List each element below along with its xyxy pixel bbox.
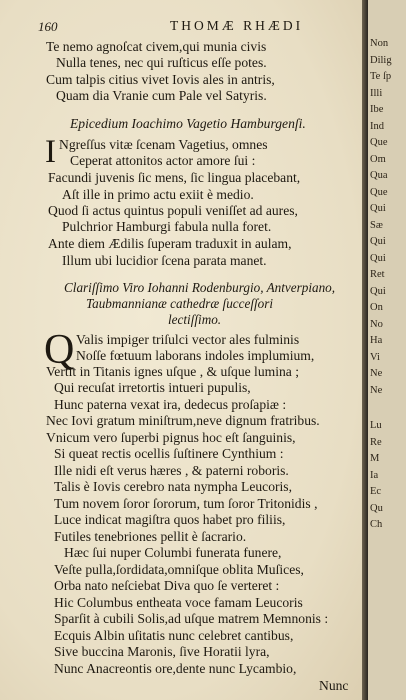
poem-title: Taubmannianæ cathedræ ſucceſſori (86, 296, 274, 311)
drop-capital: Q (44, 327, 75, 373)
facing-page-fragment: Vi (370, 352, 380, 363)
verse-line: Sparſit à cubili Solis,ad uſque matrem Memnonis : (54, 611, 329, 626)
facing-page-fragment: Lu (370, 420, 382, 431)
facing-page-fragment: Te ſp (370, 71, 392, 82)
facing-page-fragment: Qu (370, 503, 383, 514)
facing-page-fragment: Ne (370, 368, 383, 379)
verse-line: Tum novem ſoror ſororum, tum ſoror Tritonidis , (54, 496, 318, 511)
drop-capital: I (45, 134, 56, 170)
facing-page-fragment: Re (370, 437, 382, 448)
facing-page-fragment: No (370, 319, 383, 330)
poem-title: Clariſſimo Viro Iohanni Rodenburgio, Antverpiano, (64, 280, 336, 295)
facing-page-fragment: Sæ (370, 220, 383, 231)
facing-page-fragment: Ind (370, 121, 384, 132)
running-head: THOMÆ RHÆDI (170, 18, 304, 33)
verse-line: Si queat rectis ocellis ſuſtinere Cynthium : (54, 446, 284, 461)
verse-line: Nec Iovi gratum miniſtrum,neve dignum fratribus. (46, 413, 320, 428)
facing-page-fragment: Que (370, 187, 388, 198)
verse-line: Ngreſſus vitæ ſcenam Vagetius, omnes (59, 137, 268, 152)
catchword: Nunc (319, 678, 349, 693)
verse-line: Te nemo agnoſcat civem,qui munia civis (46, 39, 267, 54)
verse-line: Luce indicat magiſtra quos habet pro filiis, (54, 512, 286, 527)
verse-line: Quam dia Vranie cum Pale vel Satyris. (56, 88, 267, 103)
poem-title: lectiſſimo. (168, 312, 222, 327)
facing-page-fragment: Qui (370, 236, 386, 247)
facing-page-fragment: Qui (370, 286, 386, 297)
facing-page-fragment: Que (370, 137, 388, 148)
verse-line: Ante diem Ædilis ſuperam traduxit in aulam, (48, 236, 292, 251)
facing-page-fragment: Ibe (370, 104, 384, 115)
verse-line: Aſt ille in primo actu exiit è medio. (62, 187, 254, 202)
verse-line: Talis è Iovis cerebro nata nympha Leucoris, (54, 479, 292, 494)
poem-title: Epicedium Ioachimo Vagetio Hamburgenſi. (70, 116, 306, 131)
facing-page-fragment: Ne (370, 385, 383, 396)
facing-page-fragment: Qua (370, 170, 388, 181)
facing-page-fragment: Qui (370, 253, 386, 264)
verse-line: Qui recuſat irretortis intueri pupulis, (54, 380, 251, 395)
facing-page-fragment: Ia (370, 470, 379, 481)
facing-page-fragment: On (370, 302, 383, 313)
verse-line: Ille nidi eſt verus hæres , & paterni roboris. (54, 463, 289, 478)
verse-line: Nunc Anacreontis ore,dente nunc Lycambio, (54, 661, 297, 676)
verse-line: Futiles tenebriones pellit è ſacrario. (54, 529, 247, 544)
verse-line: Vertit in Titanis ignes uſque , & uſque lumina ; (46, 364, 299, 379)
verse-line: Noſſe fœtuum laborans indoles implumium, (76, 348, 315, 363)
facing-page-fragment: M (370, 453, 380, 464)
verse-line: Cum talpis citius vivet Iovis ales in antris, (46, 72, 275, 87)
facing-page-fragment: Ch (370, 519, 383, 530)
verse-line: Facundi juvenis ſic mens, ſic lingua placebant, (48, 170, 301, 185)
verse-line: Hæc ſui nuper Columbi funerata funere, (64, 545, 282, 560)
verse-line: Valis impiger triſulci vector ales fulminis (76, 332, 300, 347)
verse-line: Illum ubi lucidior ſcena parata manet. (62, 253, 267, 268)
verse-line: Pulchrior Hamburgi fabula nulla foret. (62, 219, 272, 234)
verse-line: Hunc paterna vexat ira, dedecus proſapiæ : (54, 397, 287, 412)
facing-page-fragment: Ec (370, 486, 382, 497)
verse-line: Sive buccina Maronis, ſive Horatii lyra, (54, 644, 270, 659)
verse-line: Orba nato neſciebat Diva quo ſe verteret : (54, 578, 280, 593)
facing-page-fragment: Dilig (370, 55, 392, 66)
verse-line: Hic Columbus entheata voce famam Leucoris (54, 595, 303, 610)
verse-line: Vnicum vero ſuperbi pignus hoc eſt ſanguinis, (46, 430, 296, 445)
verse-line: Veſte pulla,ſordidata,omniſque oblita Muſices, (54, 562, 304, 577)
facing-page-fragment: Illi (370, 88, 383, 99)
verse-line: Nulla tenes, nec qui ruſticus eſſe potes. (56, 55, 267, 70)
facing-page-fragment: Ret (370, 269, 385, 280)
page-number: 160 (38, 19, 58, 34)
facing-page-fragment: Non (370, 38, 389, 49)
verse-line: Ceperat attonitos actor amore ſui : (70, 153, 256, 168)
facing-page-fragment: Om (370, 154, 386, 165)
facing-page-edge (368, 0, 406, 700)
verse-line: Ecquis Albin uſitatis nunc celebret cantibus, (54, 628, 294, 643)
verse-line: Quod ſi actus quintus populi veniſſet ad aures, (48, 203, 298, 218)
facing-page-fragment: Ha (370, 335, 383, 346)
facing-page-fragment: Qui (370, 203, 386, 214)
